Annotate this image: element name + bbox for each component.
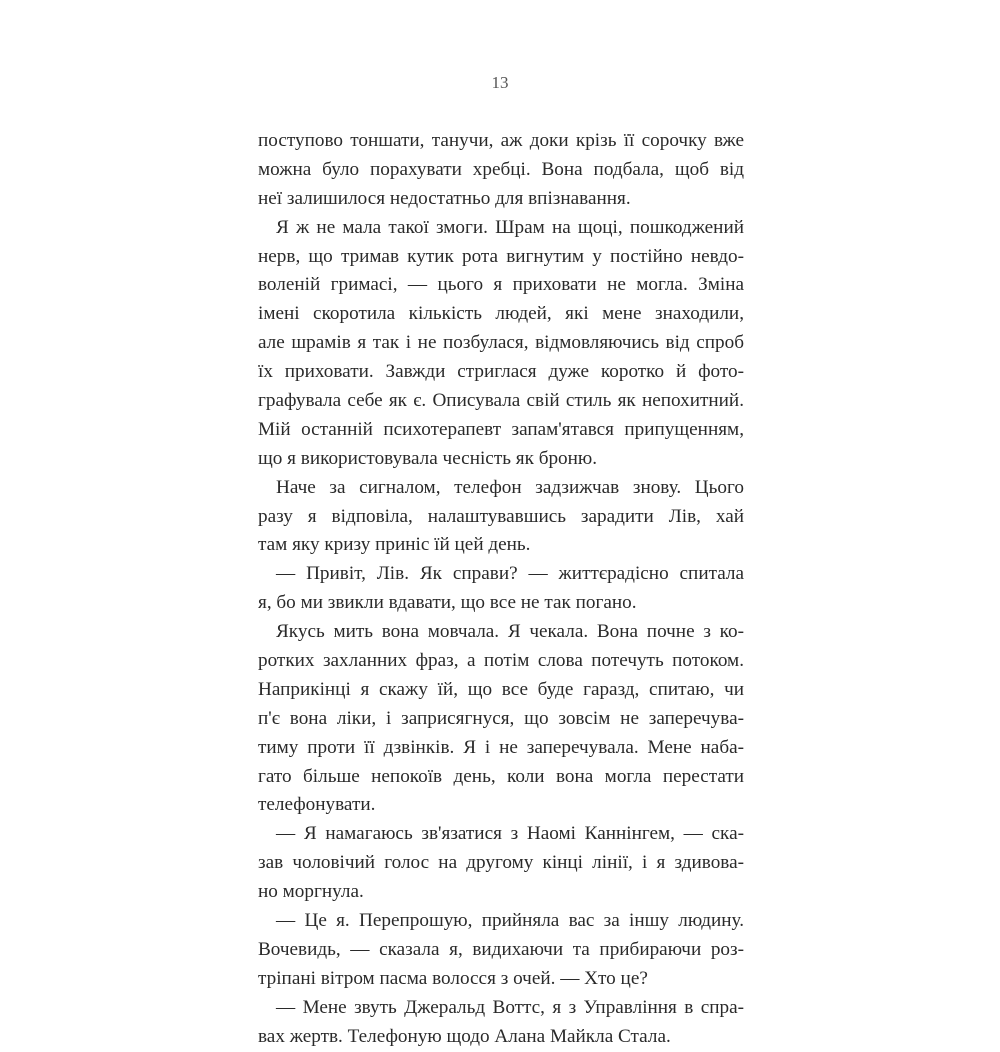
text-line: Наче за сигналом, телефон задзижчав знову. Цього	[276, 476, 744, 498]
text-line: воленій гримасі, — цього я приховати не могла. Зміна	[258, 274, 744, 296]
text-line: нерв, що тримав кутик рота вигнутим у постійно невдо-	[258, 245, 744, 267]
text-line: ротких захланних фраз, а потім слова потечуть потоком.	[258, 650, 744, 672]
text-line: гато більше непокоїв день, коли вона могла перестати	[258, 765, 744, 787]
text-line: але шрамів я так і не позбулася, відмовляючись від спроб	[258, 332, 744, 354]
text-line: я, бо ми звикли вдавати, що все не так погано.	[258, 592, 637, 614]
text-line: Мій останній психотерапевт запам'ятався припущенням,	[258, 418, 744, 440]
text-line: — Привіт, Лів. Як справи? — життєрадісно спитала	[276, 563, 744, 585]
text-line: но моргнула.	[258, 881, 364, 903]
text-line: Я ж не мала такої змоги. Шрам на щоці, пошкоджений	[276, 216, 744, 238]
page-number: 13	[491, 73, 509, 92]
text-line: вах жертв. Телефоную щодо Алана Майкла Стала.	[258, 1025, 671, 1047]
text-line: їх приховати. Завжди стриглася дуже коротко й фото-	[258, 361, 744, 383]
text-line: поступово тоншати, танучи, аж доки крізь її сорочку вже	[258, 130, 744, 151]
text-line: зав чоловічий голос на другому кінці лінії, і я здивова-	[258, 852, 744, 874]
text-line: там яку кризу приніс їй цей день.	[258, 534, 531, 556]
text-line: разу я відповіла, налаштувавшись зарадити Лів, хай	[258, 505, 744, 527]
text-line: імені скоротила кількість людей, які мене знаходили,	[258, 303, 744, 325]
text-line: — Я намагаюсь зв'язатися з Наомі Каннінгем, — ска-	[276, 823, 744, 845]
text-line: графувала себе як є. Описувала свій стиль як непохитний.	[258, 390, 744, 412]
text-line: телефонувати.	[258, 794, 376, 816]
text-line: — Мене звуть Джеральд Воттс, я з Управління в спра-	[276, 996, 744, 1018]
text-line: п'є вона ліки, і заприсягнуся, що зовсім не заперечува-	[258, 707, 744, 729]
text-line: неї залишилося недостатньо для впізнавання.	[258, 187, 631, 209]
text-line: Якусь мить вона мовчала. Я чекала. Вона почне з ко-	[276, 621, 744, 643]
text-line: тиму проти її дзвінків. Я і не заперечувала. Мене наба-	[258, 736, 744, 758]
text-line: Вочевидь, — сказала я, видихаючи та прибираючи роз-	[258, 938, 744, 960]
text-line: Наприкінці я скажу їй, що все буде гаразд, спитаю, чи	[258, 678, 744, 700]
text-line: тріпані вітром пасма волосся з очей. — Хто це?	[258, 967, 648, 989]
text-line: можна було порахувати хребці. Вона подбала, щоб від	[258, 158, 744, 180]
text-line: — Це я. Перепрошую, прийняла вас за іншу людину.	[276, 910, 744, 932]
text-line: що я використовувала чесність як броню.	[258, 447, 598, 469]
body-text	[258, 127, 744, 1052]
